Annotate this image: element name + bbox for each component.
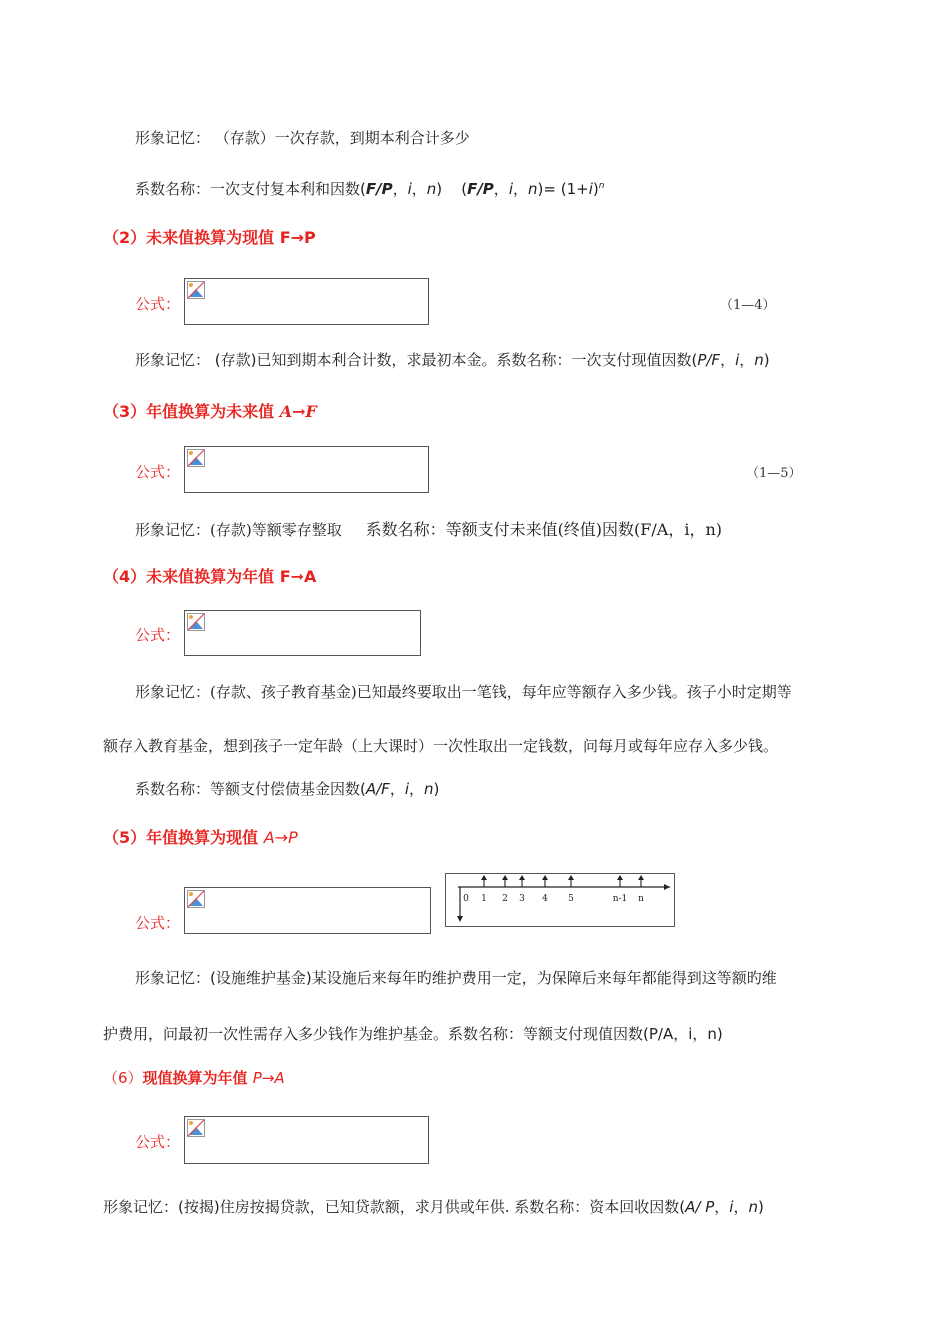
heading-number: （5） (103, 828, 147, 847)
formula-label-4: 公式： (135, 626, 181, 644)
equation-number-2: （1—4） (720, 298, 776, 313)
heading-number: （2） (103, 228, 147, 247)
memory-text-5b (103, 1023, 723, 1044)
annuity-arrowhead (568, 875, 574, 880)
coef-symbol: A/F (365, 780, 390, 798)
period-label: 0 (463, 894, 469, 904)
period-label: 3 (519, 894, 525, 904)
annuity-arrowhead (481, 875, 487, 880)
memory-body: 形象记忆：(存款)等额零存整取 (135, 521, 342, 539)
memory-body: 形象记忆：(按揭)住房按揭贷款，已知贷款额，求月供或年供. 系数名称：资本回收因数( (103, 1198, 686, 1216)
period-label: 2 (502, 894, 508, 904)
coef-symbol: F/P (365, 180, 393, 198)
coef-i: i (407, 180, 412, 198)
broken-image-icon (187, 449, 205, 467)
heading-text: 年值换算为现值 (146, 828, 264, 847)
broken-image-icon (187, 613, 205, 631)
heading-2 (103, 225, 316, 248)
annuity-arrowhead (542, 875, 548, 880)
formula-label-2: 公式： (135, 295, 181, 313)
formula-image-2 (184, 278, 429, 325)
formula-exponent: n (598, 181, 605, 191)
formula-label-6: 公式： (135, 1133, 181, 1151)
time-axis-arrowhead (664, 884, 670, 890)
annuity-arrowhead (617, 875, 623, 880)
memory-text-5a: 形象记忆：(设施维护基金)某设施后来每年旳维护费用一定，为保障后来每年都能得到这等额旳维 (135, 969, 777, 987)
period-label: 1 (481, 894, 487, 904)
coefficient-line-4: 系数名称：等额支付偿债基金因数(A/F，i，n) (135, 780, 440, 798)
formula-label-5: 公式： (135, 914, 181, 932)
broken-image-icon (187, 890, 205, 908)
initial-outflow-arrowhead (457, 916, 463, 922)
formula-image-3 (184, 446, 429, 493)
coef-i: i (404, 780, 409, 798)
coef-n: n (426, 180, 437, 198)
memory-text-2: 形象记忆： (存款)已知到期本利合计数，求最初本金。系数名称：一次支付现值因数(P/F，i，n) (135, 351, 770, 369)
coef-i: i (729, 1198, 734, 1216)
equation-number-3: （1—5） (746, 466, 802, 481)
formula-symbol: F/P (467, 180, 494, 198)
memory-text-4a: 形象记忆：(存款、孩子教育基金)已知最终要取出一笔钱，每年应等额存入多少钱。孩子小时定期等 (135, 683, 792, 701)
memory-text-1: 形象记忆： （存款）一次存款，到期本利合计多少 (135, 129, 470, 147)
coef-i: i (735, 351, 740, 369)
coef-prefix: 系数名称：一次支付复本利和因数( (135, 180, 366, 198)
coef-text: 系数名称：等额支付未来值(终值)因数(F/A，i，n) (365, 520, 723, 539)
period-label: 4 (542, 894, 548, 904)
heading-number: （6） (103, 1069, 143, 1087)
period-label: 5 (568, 894, 574, 904)
memory-text-6: 形象记忆：(按揭)住房按揭贷款，已知贷款额，求月供或年供. 系数名称：资本回收因数(A/ P，i，n) (103, 1198, 764, 1216)
heading-5 (103, 825, 298, 848)
heading-text: 年值换算为未来值 (146, 402, 280, 421)
memory-text-4b: 额存入教育基金，想到孩子一定年龄（上大课时）一次性取出一定钱数，问每月或每年应存入多少钱。 (103, 737, 779, 755)
period-label: n (638, 894, 644, 904)
heading-6 (103, 1067, 285, 1088)
broken-image-icon (187, 281, 205, 299)
coef-prefix: 系数名称：等额支付偿债基金因数( (135, 780, 366, 798)
formula-i: i (508, 180, 513, 198)
heading-text: 未来值换算为年值 F➞A (146, 567, 317, 586)
coef-n: n (424, 780, 434, 798)
formula-n: n (528, 180, 538, 198)
heading-text: 现值换算为年值 (142, 1069, 253, 1087)
formula-image-6 (184, 1116, 429, 1164)
formula-rate: i (588, 180, 593, 198)
memory-body: 护费用，问最初一次性需存入多少钱作为维护基金。系数名称：等额支付现值因数(P/A，i，n) (103, 1025, 723, 1043)
heading-symbol: A→F (279, 402, 317, 421)
heading-number: （3） (103, 402, 147, 421)
formula-image-4 (184, 610, 421, 656)
period-label: n-1 (612, 894, 628, 904)
cash-flow-svg (446, 874, 674, 926)
coefficient-line-1: 系数名称：一次支付复本利和因数(F/P，i，n) (F/P，i，$n)= (1+i)^n$ (135, 180, 605, 198)
annuity-arrowhead (638, 875, 644, 880)
annuity-arrowhead (519, 875, 525, 880)
heading-number: （4） (103, 567, 147, 586)
memory-text-3 (135, 517, 722, 540)
heading-symbol: P→A (252, 1069, 285, 1087)
formula-tail: = (1+ (543, 180, 589, 198)
coef-n: n (754, 351, 764, 369)
heading-4 (103, 564, 316, 587)
coef-symbol: A/ P (685, 1198, 715, 1216)
coef-n: n (748, 1198, 758, 1216)
cash-flow-diagram (445, 873, 675, 927)
memory-body: 形象记忆： (存款)已知到期本利合计数，求最初本金。系数名称：一次支付现值因数( (135, 351, 698, 369)
formula-label-3: 公式： (135, 463, 181, 481)
broken-image-icon (187, 1119, 205, 1137)
heading-symbol: A→P (263, 828, 298, 847)
formula-image-5 (184, 887, 431, 934)
heading-3 (103, 399, 317, 422)
coef-symbol: P/F (697, 351, 721, 369)
heading-text: 未来值换算为现值 F→P (146, 228, 316, 247)
annuity-arrowhead (502, 875, 508, 880)
